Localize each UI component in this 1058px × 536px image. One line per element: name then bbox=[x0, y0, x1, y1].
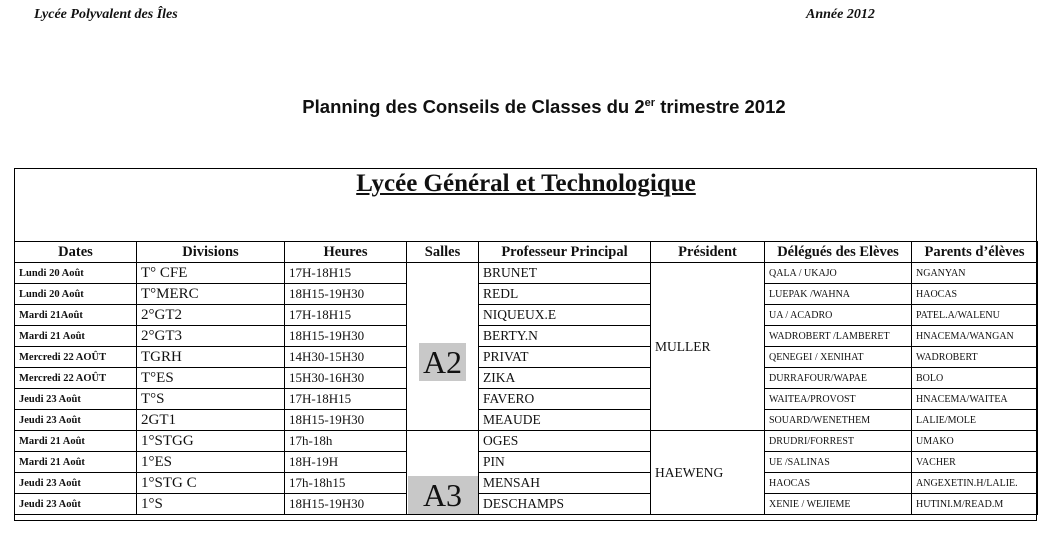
salle-label: A2 bbox=[419, 343, 466, 381]
professeur-cell: OGES bbox=[479, 431, 651, 452]
division-cell: 1°ES bbox=[137, 452, 285, 473]
division-cell: T° CFE bbox=[137, 263, 285, 284]
date-cell: Mercredi 22 AOÛT bbox=[15, 368, 137, 389]
date-cell: Mardi 21Août bbox=[15, 305, 137, 326]
date-cell: Jeudi 23 Août bbox=[15, 410, 137, 431]
table-row bbox=[15, 284, 1038, 305]
division-cell: T°S bbox=[137, 389, 285, 410]
school-name: Lycée Polyvalent des Îles bbox=[34, 7, 178, 22]
table-row bbox=[15, 452, 1038, 473]
professeur-cell: ZIKA bbox=[479, 368, 651, 389]
heure-cell: 17H-18H15 bbox=[285, 305, 407, 326]
delegues-cell: UA / ACADRO bbox=[765, 305, 912, 326]
parents-cell: NGANYAN bbox=[912, 263, 1038, 284]
professeur-cell: MENSAH bbox=[479, 473, 651, 494]
heure-cell: 17H-18H15 bbox=[285, 263, 407, 284]
table-row bbox=[15, 410, 1038, 431]
col-dates: Dates bbox=[15, 242, 137, 263]
parents-cell: HAOCAS bbox=[912, 284, 1038, 305]
parents-cell: VACHER bbox=[912, 452, 1038, 473]
page-title: Planning des Conseils de Classes du 2er trimestre 2012 bbox=[302, 96, 786, 117]
division-cell: TGRH bbox=[137, 347, 285, 368]
professeur-cell: FAVERO bbox=[479, 389, 651, 410]
delegues-cell: WAITEA/PROVOST bbox=[765, 389, 912, 410]
table-row bbox=[15, 326, 1038, 347]
heure-cell: 14H30-15H30 bbox=[285, 347, 407, 368]
professeur-cell: NIQUEUX.E bbox=[479, 305, 651, 326]
delegues-cell: WADROBERT /LAMBERET bbox=[765, 326, 912, 347]
parents-cell: WADROBERT bbox=[912, 347, 1038, 368]
col-professeur: Professeur Principal bbox=[479, 242, 651, 263]
table-row bbox=[15, 305, 1038, 326]
professeur-cell: DESCHAMPS bbox=[479, 494, 651, 515]
date-cell: Mardi 21 Août bbox=[15, 326, 137, 347]
heure-cell: 18H15-19H30 bbox=[285, 284, 407, 305]
division-cell: 2°GT3 bbox=[137, 326, 285, 347]
delegues-cell: XENIE / WEJIEME bbox=[765, 494, 912, 515]
date-cell: Mardi 21 Août bbox=[15, 452, 137, 473]
parents-cell: BOLO bbox=[912, 368, 1038, 389]
date-cell: Lundi 20 Août bbox=[15, 263, 137, 284]
delegues-cell: DURRAFOUR/WAPAE bbox=[765, 368, 912, 389]
col-salles: Salles bbox=[407, 242, 479, 263]
division-cell: T°ES bbox=[137, 368, 285, 389]
division-cell: 2°GT2 bbox=[137, 305, 285, 326]
date-cell: Mercredi 22 AOÛT bbox=[15, 347, 137, 368]
date-cell: Lundi 20 Août bbox=[15, 284, 137, 305]
parents-cell: HNACEMA/WANGAN bbox=[912, 326, 1038, 347]
section-title: Lycée Général et Technologique bbox=[356, 170, 696, 197]
table-row bbox=[15, 263, 1038, 284]
parents-cell: UMAKO bbox=[912, 431, 1038, 452]
professeur-cell: REDL bbox=[479, 284, 651, 305]
year-label: Année 2012 bbox=[806, 7, 875, 22]
date-cell: Jeudi 23 Août bbox=[15, 473, 137, 494]
division-cell: 2GT1 bbox=[137, 410, 285, 431]
heure-cell: 17h-18h15 bbox=[285, 473, 407, 494]
table-row bbox=[15, 347, 1038, 368]
parents-cell: LALIE/MOLE bbox=[912, 410, 1038, 431]
col-president: Président bbox=[651, 242, 765, 263]
heure-cell: 18H15-19H30 bbox=[285, 410, 407, 431]
salle-cell bbox=[407, 431, 479, 515]
professeur-cell: MEAUDE bbox=[479, 410, 651, 431]
table-row bbox=[15, 389, 1038, 410]
delegues-cell: QENEGEI / XENIHAT bbox=[765, 347, 912, 368]
col-divisions: Divisions bbox=[137, 242, 285, 263]
date-cell: Jeudi 23 Août bbox=[15, 494, 137, 515]
col-delegues: Délégués des Elèves bbox=[765, 242, 912, 263]
delegues-cell: LUEPAK /WAHNA bbox=[765, 284, 912, 305]
division-cell: 1°STGG bbox=[137, 431, 285, 452]
table-row bbox=[15, 473, 1038, 494]
heure-cell: 18H-19H bbox=[285, 452, 407, 473]
division-cell: T°MERC bbox=[137, 284, 285, 305]
parents-cell: HNACEMA/WAITEA bbox=[912, 389, 1038, 410]
parents-cell: HUTINI.M/READ.M bbox=[912, 494, 1038, 515]
table-row bbox=[15, 494, 1038, 515]
delegues-cell: SOUARD/WENETHEM bbox=[765, 410, 912, 431]
heure-cell: 18H15-19H30 bbox=[285, 494, 407, 515]
parents-cell: PATEL.A/WALENU bbox=[912, 305, 1038, 326]
heure-cell: 17h-18h bbox=[285, 431, 407, 452]
heure-cell: 18H15-19H30 bbox=[285, 326, 407, 347]
schedule-table bbox=[14, 241, 1038, 515]
delegues-cell: HAOCAS bbox=[765, 473, 912, 494]
heure-cell: 17H-18H15 bbox=[285, 389, 407, 410]
president-cell: HAEWENG bbox=[651, 431, 765, 515]
col-parents: Parents d’élèves bbox=[912, 242, 1038, 263]
date-cell: Mardi 21 Août bbox=[15, 431, 137, 452]
division-cell: 1°S bbox=[137, 494, 285, 515]
date-cell: Jeudi 23 Août bbox=[15, 389, 137, 410]
table-row bbox=[15, 368, 1038, 389]
professeur-cell: BERTY.N bbox=[479, 326, 651, 347]
delegues-cell: UE /SALINAS bbox=[765, 452, 912, 473]
header-row bbox=[15, 242, 1038, 263]
parents-cell: ANGEXETIN.H/LALIE. bbox=[912, 473, 1038, 494]
col-heures: Heures bbox=[285, 242, 407, 263]
professeur-cell: BRUNET bbox=[479, 263, 651, 284]
delegues-cell: DRUDRI/FORREST bbox=[765, 431, 912, 452]
salle-label: A3 bbox=[408, 476, 478, 514]
delegues-cell: QALA / UKAJO bbox=[765, 263, 912, 284]
table-row bbox=[15, 431, 1038, 452]
heure-cell: 15H30-16H30 bbox=[285, 368, 407, 389]
professeur-cell: PIN bbox=[479, 452, 651, 473]
president-cell: MULLER bbox=[651, 263, 765, 431]
division-cell: 1°STG C bbox=[137, 473, 285, 494]
salle-cell bbox=[407, 263, 479, 431]
professeur-cell: PRIVAT bbox=[479, 347, 651, 368]
